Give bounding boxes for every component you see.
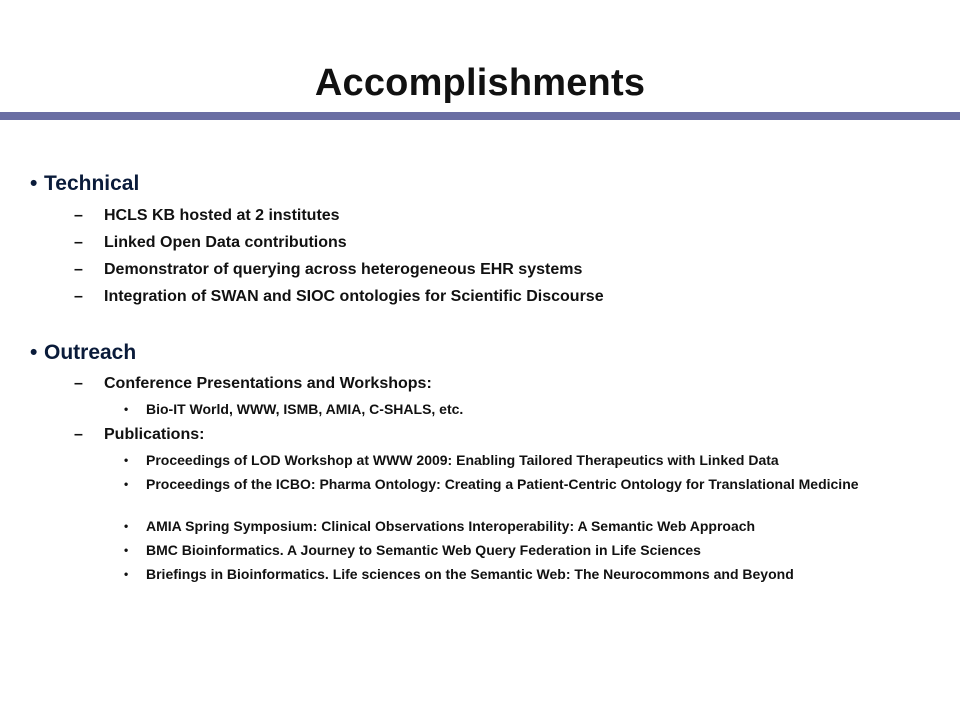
dash-icon: – [74, 207, 83, 224]
list-item: • Briefings in Bioinformatics. Life sciences on the Semantic Web: The Neurocommons and Beyond [124, 566, 794, 582]
list-item: • Proceedings of the ICBO: Pharma Ontology: Creating a Patient-Centric Ontology for Translational Medicine [124, 476, 859, 492]
bullet-icon: • [30, 172, 38, 195]
subsection-label-conferences: – Conference Presentations and Workshops: [74, 375, 432, 392]
bullet-icon: • [124, 543, 129, 557]
list-item: – HCLS KB hosted at 2 institutes [74, 207, 340, 224]
bullet-icon: • [124, 477, 129, 491]
list-item: • Proceedings of LOD Workshop at WWW 2009: Enabling Tailored Therapeutics with Linked Data [124, 452, 779, 468]
dash-icon: – [74, 426, 83, 443]
dash-icon: – [74, 375, 83, 392]
dash-icon: – [74, 261, 83, 278]
dash-icon: – [74, 288, 83, 305]
bullet-icon: • [124, 453, 129, 467]
list-item: • Bio-IT World, WWW, ISMB, AMIA, C-SHALS, etc. [124, 401, 464, 417]
list-item: • BMC Bioinformatics. A Journey to Semantic Web Query Federation in Life Sciences [124, 542, 701, 558]
slide-title: Accomplishments [314, 62, 646, 104]
section-heading-technical: • Technical [30, 172, 140, 195]
list-item: – Linked Open Data contributions [74, 234, 347, 251]
list-item: – Integration of SWAN and SIOC ontologies for Scientific Discourse [74, 288, 604, 305]
dash-icon: – [74, 234, 83, 251]
list-item: – Demonstrator of querying across heterogeneous EHR systems [74, 261, 583, 278]
bullet-icon: • [124, 567, 129, 581]
subsection-label-publications: – Publications: [74, 426, 205, 443]
section-heading-outreach: • Outreach [30, 341, 137, 364]
bullet-icon: • [124, 402, 129, 416]
bullet-icon: • [30, 341, 38, 364]
bullet-icon: • [124, 519, 129, 533]
list-item: • AMIA Spring Symposium: Clinical Observations Interoperability: A Semantic Web Approach [124, 518, 756, 534]
